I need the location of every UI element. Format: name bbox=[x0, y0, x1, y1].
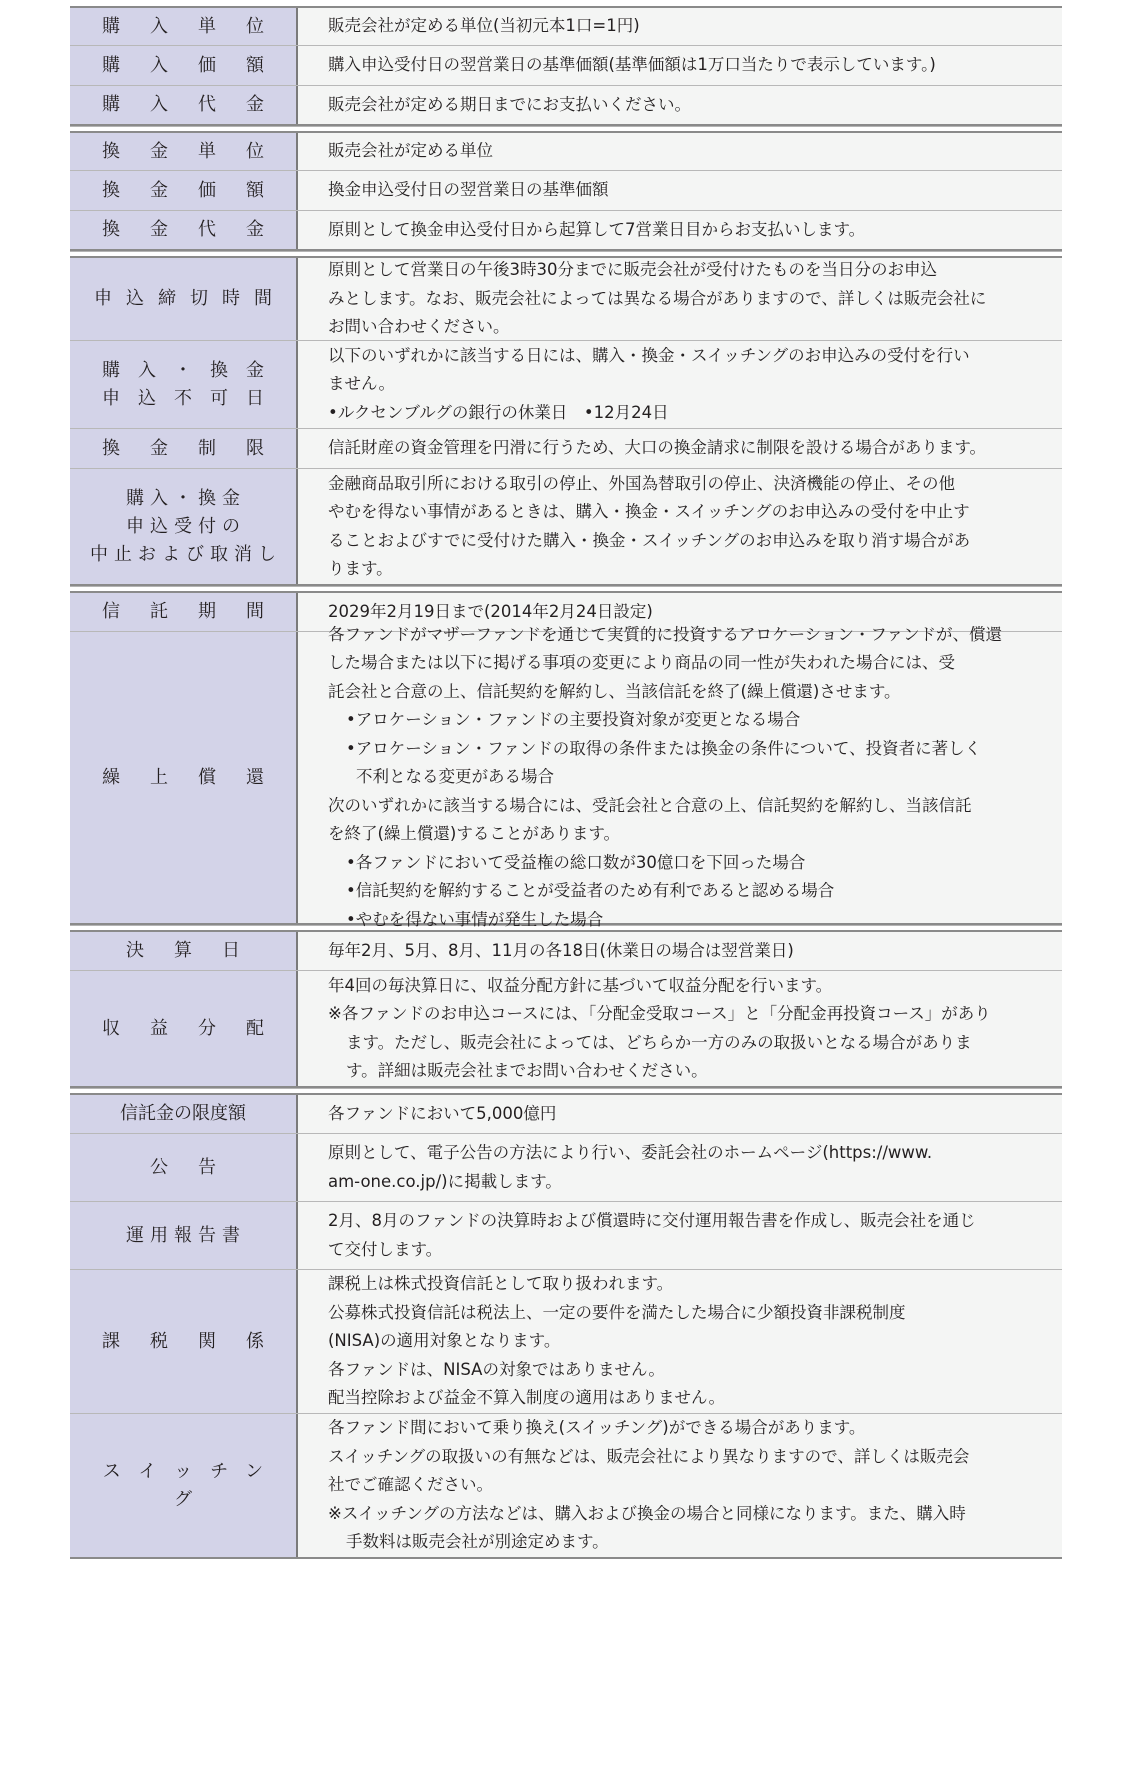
value-line: •各ファンドにおいて受益権の総口数が30億口を下回った場合 bbox=[346, 852, 806, 872]
table-row bbox=[70, 131, 1062, 170]
row-label: 課税関係 bbox=[70, 1270, 296, 1413]
value-line: 各ファンドがマザーファンドを通じて実質的に投資するアロケーション・ファンドが、償還 bbox=[328, 624, 1003, 644]
row-value bbox=[298, 429, 1062, 468]
row-label: 購入・換金 申込不可日 bbox=[70, 341, 296, 428]
table-row bbox=[70, 970, 1062, 1086]
value-line: 不利となる変更がある場合 bbox=[356, 767, 554, 787]
value-line: ることおよびすでに受付けた購入・換金・スイッチングのお申込みを取り消す場合があ bbox=[328, 530, 971, 550]
table-row bbox=[70, 624, 1062, 929]
row-label: 換金制限 bbox=[70, 429, 296, 468]
table-row bbox=[70, 340, 1062, 428]
value-line: 2029年2月19日まで(2014年2月24日設定) bbox=[328, 601, 653, 621]
table-group bbox=[70, 6, 1062, 126]
value-line: 託会社と合意の上、信託契約を解約し、当該信託を終了(繰上償還)させます。 bbox=[328, 681, 901, 701]
row-label: 決算日 bbox=[70, 932, 296, 970]
table-row bbox=[70, 256, 1062, 340]
table-row bbox=[70, 468, 1062, 584]
row-value bbox=[298, 1202, 1062, 1269]
table-row bbox=[70, 85, 1062, 124]
row-value bbox=[298, 1414, 1062, 1557]
value-line: 社でご確認ください。 bbox=[328, 1475, 493, 1495]
value-line: みとします。なお、販売会社によっては異なる場合がありますので、詳しくは販売会社に bbox=[328, 288, 987, 308]
row-label: 購入・換金 申込受付の 中止および取消し bbox=[70, 469, 296, 584]
table-row bbox=[70, 1201, 1062, 1269]
row-label: 収益分配 bbox=[70, 971, 296, 1086]
row-value bbox=[298, 258, 1062, 340]
table-row bbox=[70, 170, 1062, 210]
table-row bbox=[70, 210, 1062, 249]
row-label: 換金単位 bbox=[70, 133, 296, 170]
value-line: 原則として換金申込受付日から起算して7営業日目からお支払いします。 bbox=[328, 219, 866, 239]
row-value bbox=[298, 8, 1062, 45]
value-line: 購入申込受付日の翌営業日の基準価額(基準価額は1万口当たりで表示しています。) bbox=[328, 55, 936, 75]
table-row bbox=[70, 930, 1062, 970]
row-value bbox=[298, 341, 1062, 428]
table-group bbox=[70, 256, 1062, 586]
value-line: す。詳細は販売会社までお問い合わせください。 bbox=[346, 1061, 708, 1080]
value-line: ※スイッチングの方法などは、購入および換金の場合と同様になります。また、購入時 bbox=[328, 1503, 966, 1523]
table-row bbox=[70, 428, 1062, 468]
value-line: 年4回の毎決算日に、収益分配方針に基づいて収益分配を行います。 bbox=[328, 975, 833, 995]
value-line: 公募株式投資信託は税法上、一定の要件を満たした場合に少額投資非課税制度 bbox=[328, 1302, 906, 1322]
row-value bbox=[298, 211, 1062, 249]
value-line: 次のいずれかに該当する場合には、受託会社と合意の上、信託契約を解約し、当該信託 bbox=[328, 795, 972, 815]
row-label: 繰上償還 bbox=[70, 632, 296, 923]
value-line: て交付します。 bbox=[328, 1239, 443, 1259]
row-value bbox=[298, 46, 1062, 85]
table-group bbox=[70, 591, 1062, 929]
table-row bbox=[70, 6, 1062, 45]
row-value bbox=[298, 86, 1062, 124]
value-line: 販売会社が定める単位(当初元本1口=1円) bbox=[328, 16, 640, 36]
row-value bbox=[298, 971, 1062, 1086]
row-value bbox=[298, 1134, 1062, 1201]
value-line: スイッチングの取扱いの有無などは、販売会社により異なりますので、詳しくは販売会 bbox=[328, 1446, 970, 1466]
value-line: 金融商品取引所における取引の停止、外国為替取引の停止、決済機能の停止、その他 bbox=[328, 473, 955, 493]
row-label: 換金価額 bbox=[70, 171, 296, 210]
value-line: 各ファンド間において乗り換え(スイッチング)ができる場合があります。 bbox=[328, 1418, 866, 1438]
row-label: 購入価額 bbox=[70, 46, 296, 85]
row-label: スイッチング bbox=[70, 1414, 296, 1557]
value-line: 手数料は販売会社が別途定めます。 bbox=[346, 1532, 609, 1552]
value-line: 販売会社が定める期日までにお支払いください。 bbox=[328, 94, 691, 114]
table-group bbox=[70, 930, 1062, 1088]
value-line: した場合または以下に掲げる事項の変更により商品の同一性が失われた場合には、受 bbox=[328, 653, 955, 673]
row-label: 公告 bbox=[70, 1134, 296, 1201]
table-row bbox=[70, 1269, 1062, 1413]
value-line: •やむを得ない事情が発生した場合 bbox=[346, 909, 604, 929]
value-line: 毎年2月、5月、8月、11月の各18日(休業日の場合は翌営業日) bbox=[328, 940, 794, 960]
value-line: am-one.co.jp/)に掲載します。 bbox=[328, 1171, 562, 1191]
table-group bbox=[70, 1093, 1062, 1559]
value-line: ません。 bbox=[328, 374, 395, 394]
value-line: ます。ただし、販売会社によっては、どちらか一方のみの取扱いとなる場合がありま bbox=[346, 1032, 972, 1052]
row-label: 購入代金 bbox=[70, 86, 296, 124]
value-line: ※各ファンドのお申込コースには、「分配金受取コース」と「分配金再投資コース」があり bbox=[328, 1004, 991, 1023]
row-value bbox=[298, 1095, 1062, 1133]
value-line: 原則として営業日の午後3時30分までに販売会社が受付けたものを当日分のお申込 bbox=[328, 260, 937, 280]
value-line: •ルクセンブルグの銀行の休業日 •12月24日 bbox=[328, 402, 669, 422]
table-row bbox=[70, 1133, 1062, 1201]
value-line: ります。 bbox=[328, 559, 393, 578]
row-label: 換金代金 bbox=[70, 211, 296, 249]
row-value bbox=[298, 624, 1062, 929]
value-line: お問い合わせください。 bbox=[328, 317, 510, 337]
row-value bbox=[298, 133, 1062, 170]
table-row bbox=[70, 45, 1062, 85]
value-line: 2月、8月のファンドの決算時および償還時に交付運用報告書を作成し、販売会社を通じ bbox=[328, 1211, 976, 1230]
value-line: 原則として、電子公告の方法により行い、委託会社のホームページ(https://www. bbox=[328, 1143, 933, 1162]
value-line: (NISA)の適用対象となります。 bbox=[328, 1331, 561, 1351]
row-label: 購入単位 bbox=[70, 8, 296, 45]
value-line: 各ファンドは、NISAの対象ではありません。 bbox=[328, 1359, 665, 1379]
row-value bbox=[298, 469, 1062, 584]
row-label: 信託金の限度額 bbox=[70, 1095, 296, 1133]
table-group bbox=[70, 131, 1062, 251]
value-line: •アロケーション・ファンドの取得の条件または換金の条件について、投資者に著しく bbox=[346, 738, 982, 758]
value-line: 信託財産の資金管理を円滑に行うため、大口の換金請求に制限を設ける場合があります。 bbox=[328, 438, 987, 458]
value-line: 換金申込受付日の翌営業日の基準価額 bbox=[328, 180, 609, 200]
fund-terms-table bbox=[70, 6, 1062, 1559]
value-line: 配当控除および益金不算入制度の適用はありません。 bbox=[328, 1388, 725, 1408]
value-line: を終了(繰上償還)することがあります。 bbox=[328, 824, 621, 844]
value-line: 販売会社が定める単位 bbox=[328, 141, 493, 161]
row-label: 申込締切時間 bbox=[70, 258, 296, 340]
row-value bbox=[298, 932, 1062, 970]
row-value bbox=[298, 1270, 1062, 1413]
value-line: •信託契約を解約することが受益者のため有利であると認める場合 bbox=[346, 881, 835, 901]
row-label: 信託期間 bbox=[70, 593, 296, 631]
row-label: 運用報告書 bbox=[70, 1202, 296, 1269]
value-line: 各ファンドにおいて5,000億円 bbox=[328, 1103, 557, 1123]
table-row bbox=[70, 1093, 1062, 1133]
table-row bbox=[70, 1413, 1062, 1557]
value-line: 課税上は株式投資信託として取り扱われます。 bbox=[328, 1274, 674, 1294]
value-line: •アロケーション・ファンドの主要投資対象が変更となる場合 bbox=[346, 710, 801, 730]
row-value bbox=[298, 171, 1062, 210]
value-line: 以下のいずれかに該当する日には、購入・換金・スイッチングのお申込みの受付を行い bbox=[328, 345, 970, 365]
value-line: やむを得ない事情があるときは、購入・換金・スイッチングのお申込みの受付を中止す bbox=[328, 502, 970, 521]
